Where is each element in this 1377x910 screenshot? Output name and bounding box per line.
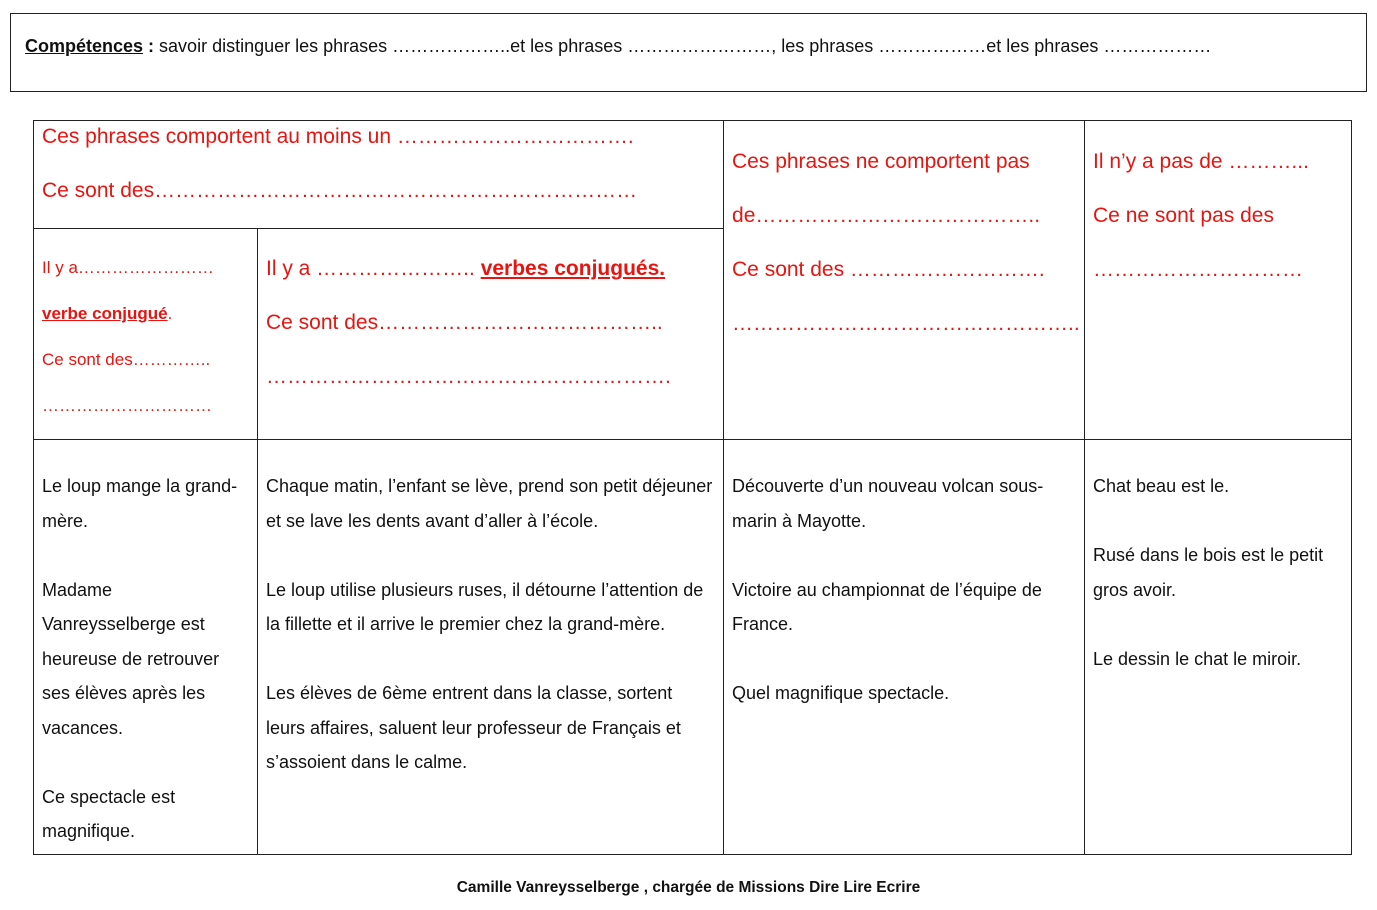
nonsense-header-cell bbox=[1085, 121, 1352, 440]
example-sentence: Victoire au championnat de l’équipe de France. bbox=[732, 579, 1042, 634]
nominal-header-cell bbox=[724, 121, 1085, 440]
complex-verb: verbes conjugués bbox=[480, 257, 660, 280]
nonsense-header-line3: ………………………… bbox=[1093, 258, 1304, 281]
nominal-header-line4: ………………………………………….. bbox=[732, 312, 1080, 335]
nominal-header-line1: Ces phrases ne comportent pas bbox=[732, 150, 1030, 173]
simple-line4: ………………………… bbox=[42, 396, 212, 415]
simple-verb: verbe conjugué bbox=[42, 304, 168, 323]
sentence-types-table bbox=[33, 120, 1352, 855]
example-sentence: Rusé dans le bois est le petit gros avoir. bbox=[1093, 545, 1324, 600]
competences-box bbox=[10, 13, 1367, 92]
simple-line1: Il y a…………………… bbox=[42, 258, 214, 277]
simple-subheader-cell bbox=[34, 229, 258, 440]
example-sentence: Madame Vanreysselberge est heureuse de retrouver ses élèves après les vacances. bbox=[42, 579, 220, 738]
competences-label: Compétences bbox=[25, 36, 144, 56]
examples-nominal-cell bbox=[724, 440, 1085, 855]
nonsense-header-line2: Ce ne sont pas des bbox=[1093, 204, 1274, 227]
competences-colon: : bbox=[143, 36, 155, 56]
example-sentence: Les élèves de 6ème entrent dans la classe, sortent leurs affaires, saluent leur professeur de Français et s’assoient dans le calme. bbox=[266, 683, 681, 772]
examples-complex-cell bbox=[258, 440, 724, 855]
simple-line2 bbox=[42, 302, 257, 325]
nonsense-header-line1: Il n’y a pas de ………... bbox=[1093, 150, 1309, 173]
examples-nonsense-cell bbox=[1085, 440, 1352, 855]
footer-credit: Camille Vanreysselberge , chargée de Missions Dire Lire Ecrire bbox=[456, 879, 921, 896]
simple-line3: Ce sont des………….. bbox=[42, 350, 211, 369]
simple-dot: . bbox=[167, 304, 173, 323]
verbal-header-cell bbox=[34, 121, 724, 229]
verbal-header-line1: Ces phrases comportent au moins un ……………………………. bbox=[42, 125, 634, 148]
example-sentence: Découverte d’un nouveau volcan sous-marin à Mayotte. bbox=[732, 476, 1044, 531]
example-sentence: Le loup mange la grand-mère. bbox=[42, 476, 238, 531]
verbal-header-line2: Ce sont des…………………………………………………………… bbox=[42, 179, 638, 202]
nominal-header-line2: de………………………………….. bbox=[732, 204, 1041, 227]
complex-line1 bbox=[266, 255, 723, 282]
example-sentence: Quel magnifique spectacle. bbox=[732, 683, 950, 703]
examples-simple-cell bbox=[34, 440, 258, 855]
complex-line1-text: Il y a ………………….. bbox=[266, 257, 475, 280]
complex-dot: . bbox=[659, 257, 666, 280]
complex-line2: Ce sont des………………………………….. bbox=[266, 311, 663, 334]
example-sentence: Chaque matin, l’enfant se lève, prend son petit déjeuner et se lave les dents avant d’aller à l’école. bbox=[266, 476, 713, 531]
complex-line3: …………………………………………………. bbox=[266, 365, 671, 388]
nominal-header-line3: Ce sont des ………………………. bbox=[732, 258, 1045, 281]
competences-sentence: savoir distinguer les phrases ………………..et les phrases ……………………, les phrases ………………et les phrases ……………… bbox=[154, 36, 1212, 56]
example-sentence: Le dessin le chat le miroir. bbox=[1093, 648, 1302, 669]
example-sentence: Le loup utilise plusieurs ruses, il détourne l’attention de la fillette et il arrive le premier chez la grand-mère. bbox=[266, 579, 704, 634]
example-sentence: Ce spectacle est magnifique. bbox=[42, 786, 176, 841]
example-sentence: Chat beau est le. bbox=[1093, 476, 1230, 496]
competences-text bbox=[25, 36, 1211, 57]
complex-subheader-cell bbox=[258, 229, 724, 440]
